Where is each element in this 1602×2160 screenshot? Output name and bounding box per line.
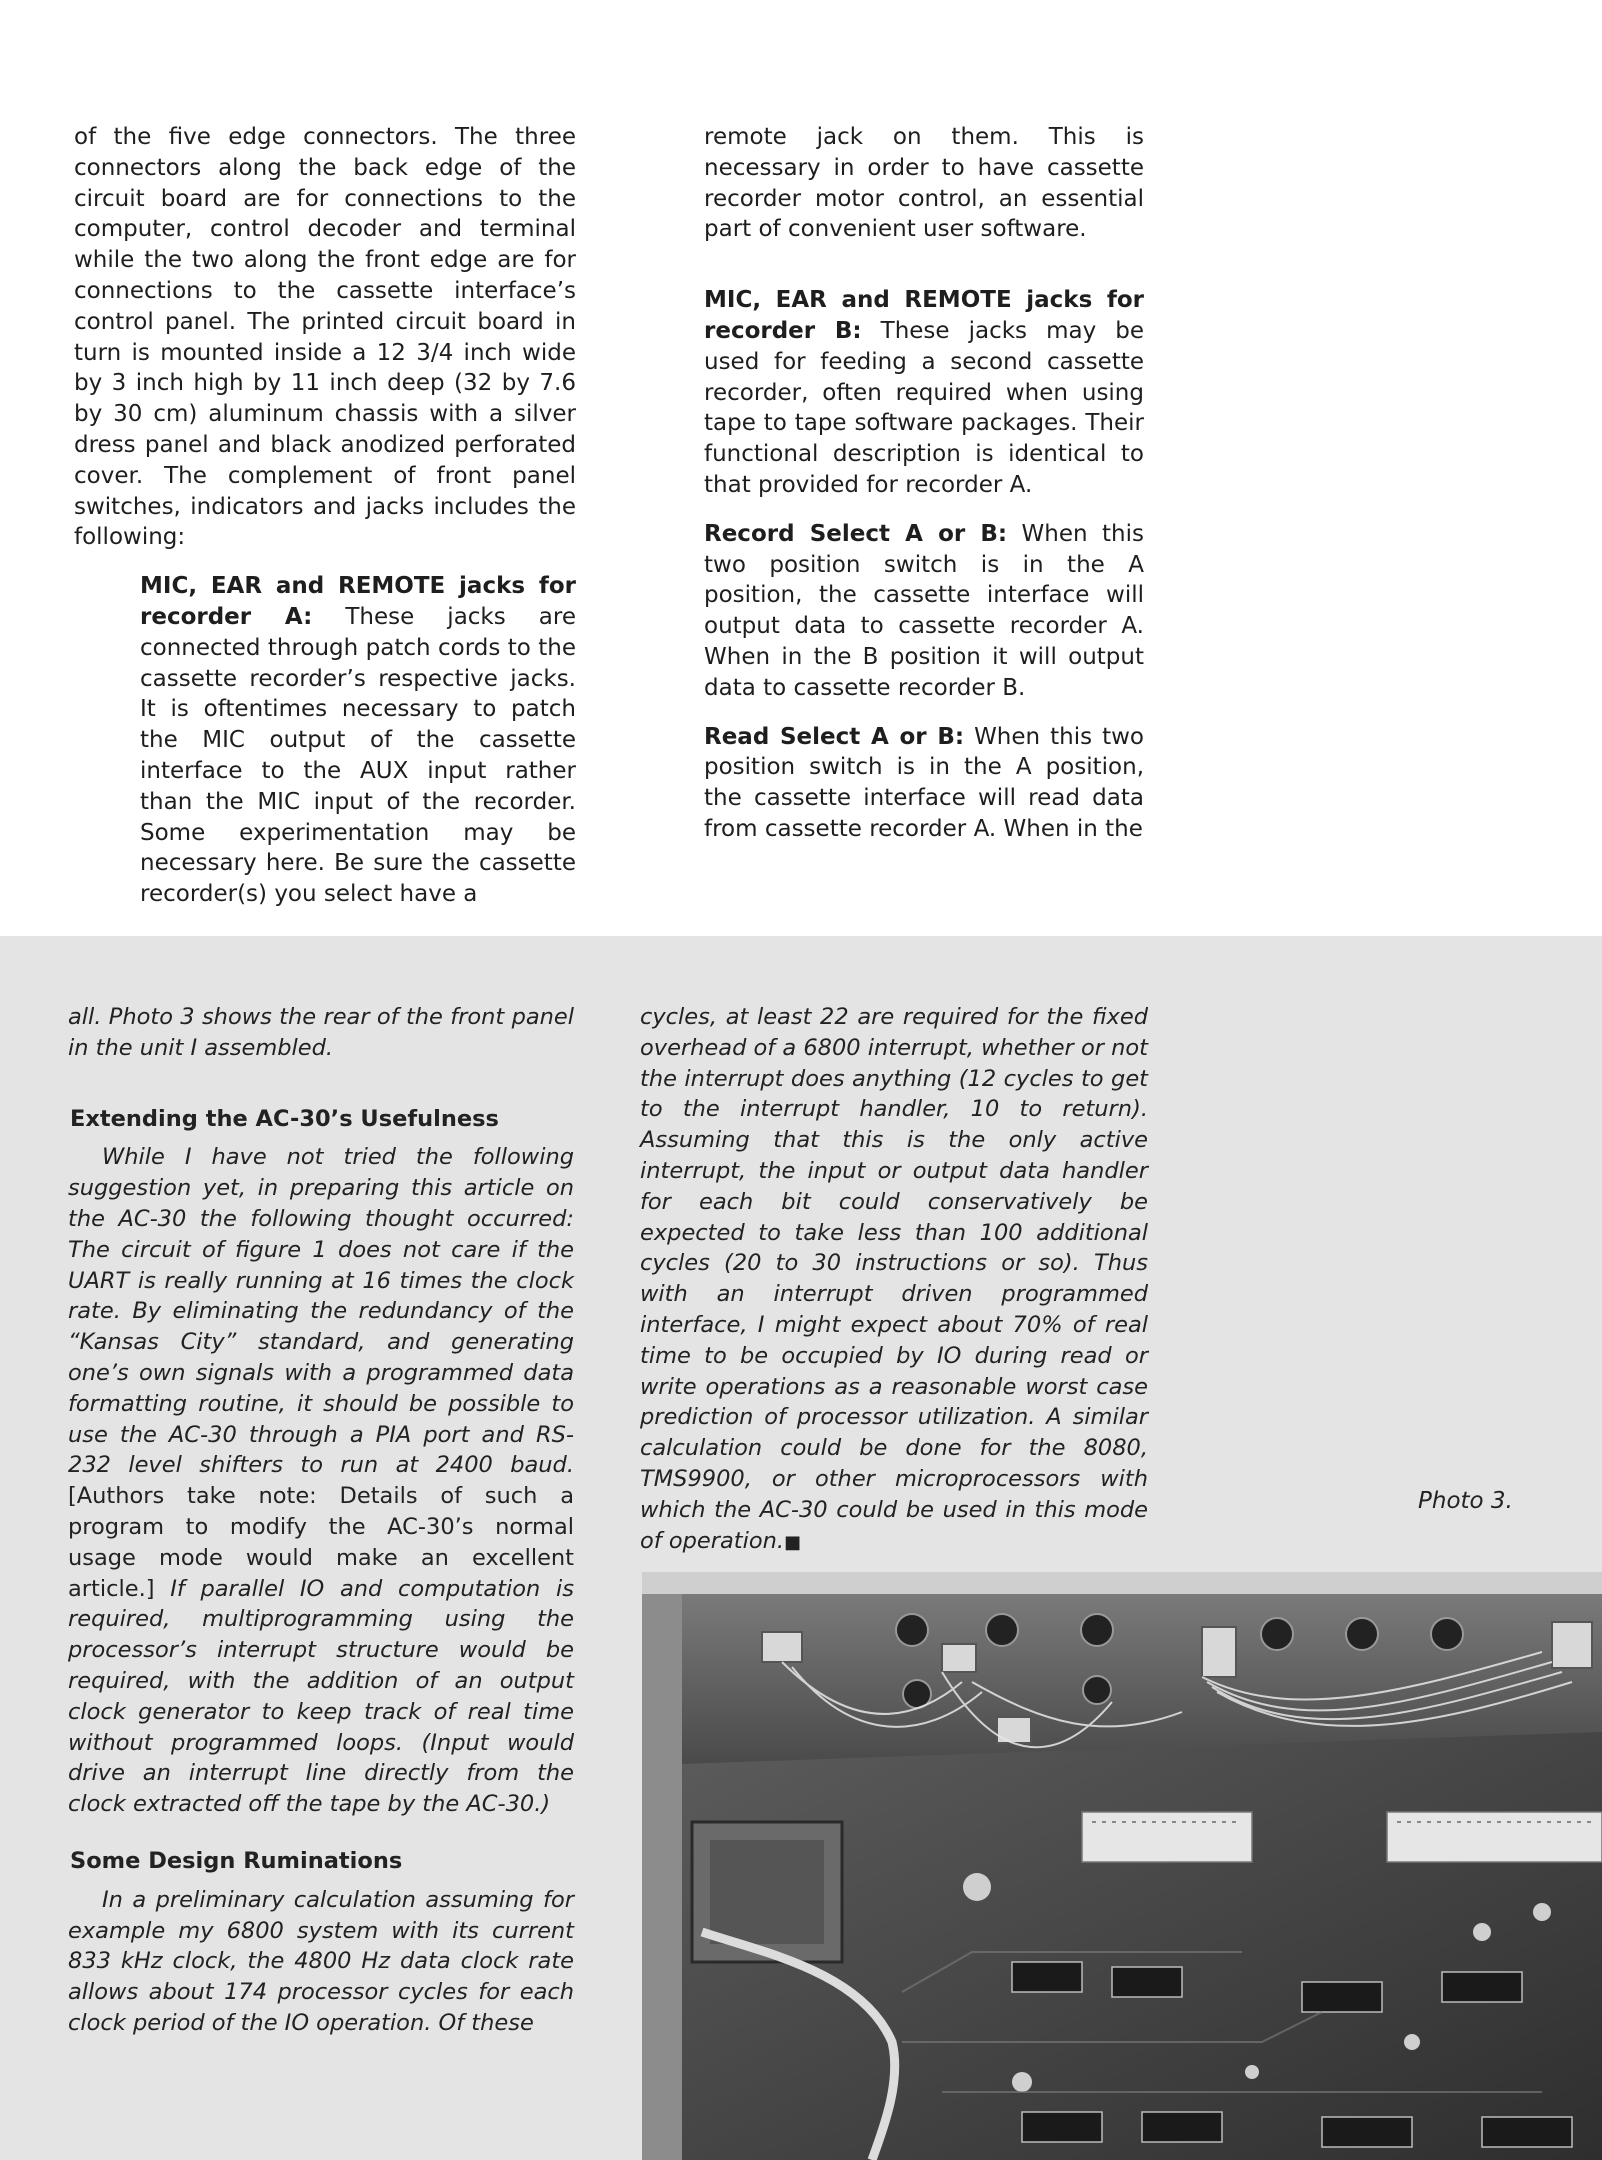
item-text: These jacks may be used for feeding a second cassette recorder, often required when using tape to tape software packages. Their functional description is identical to that provided for recorder A. [704, 317, 1144, 498]
item-lead: MIC, EAR and REMOTE jacks for recorder A: [140, 573, 576, 630]
sidebar-paragraph: In a preliminary calculation assuming for example my 6800 system with its current 833 kHz clock, the 4800 Hz data clock rate allows about 174 processor cycles for each clock period of the IO operation. Of these [68, 1886, 574, 2036]
read-select-item [704, 722, 1144, 845]
jacks-b-item [704, 285, 1144, 501]
top-right-column [704, 122, 1144, 863]
body-paragraph: remote jack on them. This is necessary in order to have cassette recorder motor control, an essential part of convenient user software. [704, 124, 1144, 243]
record-select-item [704, 519, 1144, 704]
end-mark: ■ [784, 1531, 802, 1553]
sidebar-left-column [68, 1002, 574, 2039]
item-lead: MIC, EAR and REMOTE jacks for recorder B: [704, 287, 1144, 344]
section-heading: Extending the AC-30’s Usefulness [70, 1105, 499, 1132]
photo-illustration [642, 1572, 1602, 2160]
section-heading: Some Design Ruminations [70, 1847, 403, 1874]
item-text: When this two position switch is in the A position, the cassette interface will output data to cassette recorder A. When in the B position it will output data to cassette recorder B. [704, 520, 1145, 701]
editor-note: [Authors take note: Details of such a program to modify the AC-30’s normal usage mode would make an excellent article.] [68, 1483, 574, 1602]
italic-text: If parallel IO and computation is required, multiprogramming using the processor’s interrupt structure would be required, with the addition of an output clock generator to keep track of real time without programmed loops. (Input would drive an interrupt line directly from the clock extracted off the tape by the AC-30.) [68, 1575, 574, 1818]
sidebar-paragraph [68, 1142, 574, 1820]
sidebar-paragraph: all. Photo 3 shows the rear of the front panel in the unit I assembled. [68, 1004, 574, 1061]
item-lead: Read Select A or B: [704, 723, 965, 750]
jacks-a-item [140, 571, 576, 910]
italic-text: cycles, at least 22 are required for the fixed overhead of a 6800 interrupt, whether or not the interrupt does anything (12 cycles to get to the interrupt handler, 10 to return). Assuming that this is the only active interrupt, the input or output data handler for each bit could conservatively be expected to take less than 100 additional cycles (20 to 30 instructions or so). Thus with an interrupt driven programmed interface, I might expect about 70% of real time to be occupied by IO during read or write operations as a reasonable worst case prediction of processor utilization. A similar calculation could be done for the 8080, TMS9900, or other microprocessors with which the AC-30 could be used in this mode of operation. [640, 1004, 1148, 1554]
photo-3-circuit-board [642, 1572, 1602, 2160]
item-text: These jacks are connected through patch cords to the cassette recorder’s respective jacks. It is oftentimes necessary to patch the MIC output of the cassette interface to the AUX input rather than the MIC input of the recorder. Some experimentation may be necessary here. Be sure the cassette recorder(s) you select have a [140, 603, 576, 908]
top-left-column [74, 122, 576, 928]
sidebar-paragraph [640, 1002, 1148, 1558]
sidebar-right-column [640, 1002, 1148, 1558]
item-text: When this two position switch is in the A position, the cassette interface will read data from cassette recorder A. When in the [704, 723, 1144, 842]
body-paragraph: of the five edge connectors. The three connectors along the back edge of the circuit board are for connections to the computer, control decoder and terminal while the two along the front edge are for connections to the cassette interface’s control panel. The printed circuit board in turn is mounted inside a 12 3/4 inch wide by 3 inch high by 11 inch deep (32 by 7.6 by 30 cm) aluminum chassis with a silver dress panel and black anodized perforated cover. The complement of front panel switches, indicators and jacks includes the following: [74, 124, 576, 551]
italic-text: While I have not tried the following suggestion yet, in preparing this article on the AC-30 the following thought occurred: The circuit of figure 1 does not care if the UART is really running at 16 times the clock rate. By eliminating the redundancy of the “Kansas City” standard, and generating one’s own signals with a programmed data formatting routine, it should be possible to use the AC-30 through a PIA port and RS-232 level shifters to run at 2400 baud. [68, 1144, 574, 1479]
item-lead: Record Select A or B: [704, 520, 1008, 547]
photo-caption: Photo 3. [1418, 1488, 1513, 1514]
